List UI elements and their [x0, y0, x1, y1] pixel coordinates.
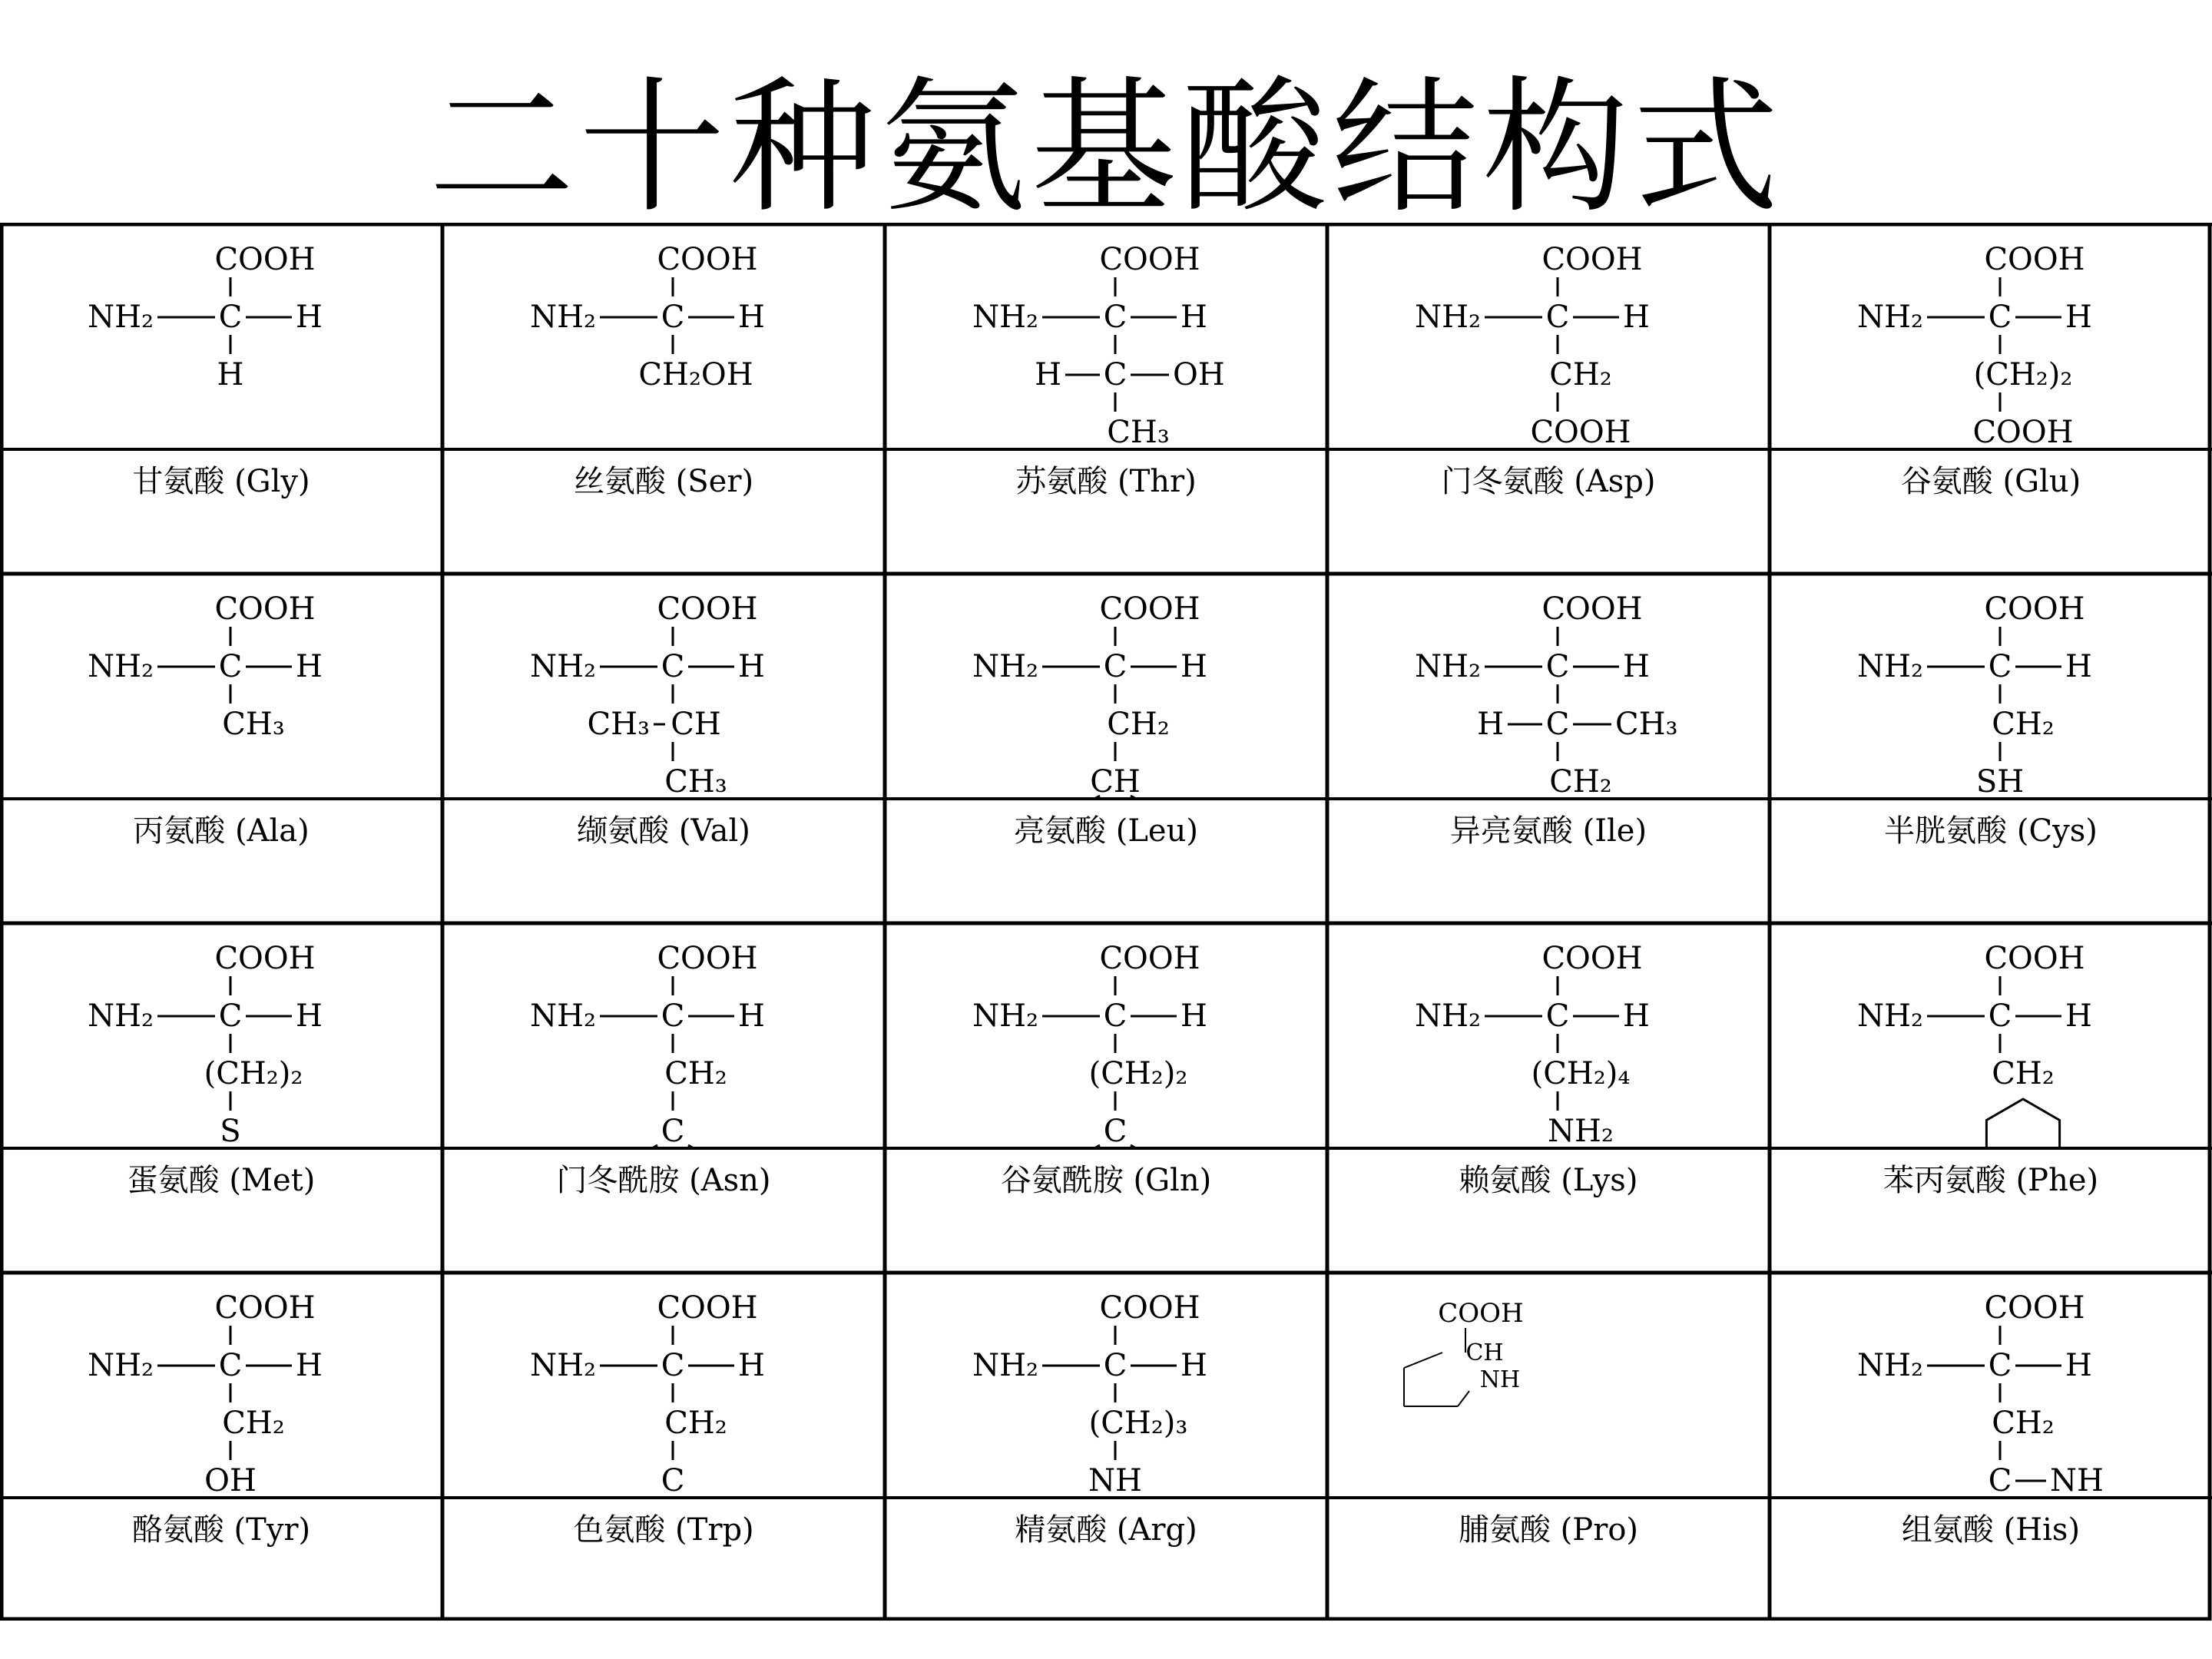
formula-text: C	[1988, 649, 2012, 684]
formula-text: C	[661, 1114, 685, 1147]
amino-acid-name: 赖氨酸 (Lys)	[1459, 1163, 1638, 1198]
structural-formula	[0, 926, 442, 1147]
formula-text: C	[1545, 707, 1570, 742]
formula-text: C	[1103, 1114, 1128, 1147]
amino-acid-name: 谷氨酸 (Glu)	[1900, 464, 2081, 499]
formula-text: H	[1623, 998, 1650, 1034]
amino-acid-name: 蛋氨酸 (Met)	[127, 1163, 316, 1198]
amino-acid-name: 色氨酸 (Trp)	[573, 1512, 754, 1548]
formula-text: CH₂	[1107, 707, 1170, 742]
formula-text: C	[218, 998, 243, 1034]
formula-text: COOH	[1438, 1298, 1524, 1329]
formula-text: C	[661, 998, 685, 1034]
formula-text: NH₂	[1857, 998, 1923, 1034]
structural-formula	[0, 577, 442, 797]
formula-text: NH	[1479, 1366, 1521, 1393]
formula-text: NH₂	[972, 649, 1038, 684]
formula-text: NH₂	[88, 998, 154, 1034]
formula-text: NH₂	[88, 300, 154, 335]
formula-text: CH₂	[222, 1406, 285, 1441]
structural-formula	[1327, 227, 1770, 448]
formula-text: H	[1623, 300, 1650, 335]
formula-text: COOH	[1984, 242, 2085, 277]
formula-text: CH₂OH	[638, 357, 753, 392]
formula-text: C	[1103, 357, 1128, 392]
structural-formula	[885, 1276, 1327, 1496]
formula-text: NH₂	[530, 1348, 596, 1383]
formula-text: COOH	[1099, 1290, 1200, 1326]
formula-text: CH₂	[1549, 357, 1612, 392]
formula-text: C	[1988, 1348, 2012, 1383]
formula-text: CH	[1090, 764, 1141, 797]
formula-text: H	[2065, 300, 2092, 335]
formula-text: COOH	[657, 941, 758, 976]
formula-text: OH	[204, 1463, 257, 1496]
formula-text: (CH₂)₂	[1088, 1056, 1188, 1091]
structural-formula	[442, 577, 885, 797]
bond-line	[1046, 1145, 1100, 1147]
formula-text: COOH	[1541, 941, 1643, 976]
formula-text: NH₂	[972, 300, 1038, 335]
formula-text: CH₃	[1107, 415, 1170, 448]
bond-line	[1131, 1145, 1184, 1147]
formula-text: H	[296, 1348, 323, 1383]
formula-text: C	[661, 1463, 685, 1496]
formula-text: OH	[1173, 357, 1225, 392]
formula-text: H	[2065, 1348, 2092, 1383]
formula-text: H	[1181, 1348, 1207, 1383]
formula-text: CH₂	[1992, 1056, 2055, 1091]
structural-formula	[1770, 577, 2212, 797]
formula-text: COOH	[657, 591, 758, 627]
formula-text: H	[1181, 300, 1207, 335]
formula-text: COOH	[1530, 415, 1631, 448]
amino-acid-table	[0, 223, 2212, 1621]
amino-acid-name: 门冬酰胺 (Asn)	[556, 1163, 771, 1198]
structural-formula	[1327, 1276, 1770, 1496]
formula-text: NH₂	[1548, 1114, 1614, 1147]
formula-text: NH₂	[1857, 1348, 1923, 1383]
formula-text: COOH	[214, 242, 316, 277]
formula-text: H	[2065, 649, 2092, 684]
formula-text: COOH	[1099, 941, 1200, 976]
formula-text: CH₃	[1615, 707, 1678, 742]
amino-acid-name: 亮氨酸 (Leu)	[1014, 813, 1198, 849]
formula-text: COOH	[214, 1290, 316, 1326]
formula-text: (CH₂)₄	[1531, 1056, 1631, 1091]
formula-text: NH₂	[1857, 300, 1923, 335]
formula-text: COOH	[1984, 941, 2085, 976]
formula-text: CH₃	[222, 707, 285, 742]
formula-text: C	[1545, 649, 1570, 684]
amino-acid-name: 异亮氨酸 (Ile)	[1449, 813, 1647, 849]
formula-text: C	[1545, 300, 1570, 335]
formula-text: H	[738, 649, 765, 684]
bond-line	[688, 1145, 742, 1147]
formula-text: NH₂	[1415, 998, 1481, 1034]
formula-text: (CH₂)₂	[1973, 357, 2073, 392]
formula-text: C	[218, 1348, 243, 1383]
formula-text: CH	[1465, 1339, 1504, 1366]
structural-formula	[0, 227, 442, 448]
formula-text: SH	[1975, 764, 2025, 797]
formula-text: C	[661, 300, 685, 335]
formula-text: NH₂	[88, 1348, 154, 1383]
formula-text: NH	[2050, 1463, 2104, 1496]
formula-text: H	[1477, 707, 1504, 742]
bond-line	[604, 1145, 657, 1147]
formula-text: CH₃	[587, 707, 650, 742]
amino-acid-name: 苯丙氨酸 (Phe)	[1883, 1163, 2099, 1198]
amino-acid-name: 丝氨酸 (Ser)	[573, 464, 754, 499]
formula-text: C	[1103, 1348, 1128, 1383]
formula-text: C	[1988, 998, 2012, 1034]
formula-text: H	[1035, 357, 1061, 392]
amino-acid-name: 酪氨酸 (Tyr)	[131, 1512, 311, 1548]
formula-text: H	[1623, 649, 1650, 684]
structural-formula	[442, 1276, 885, 1496]
formula-text: NH₂	[530, 300, 596, 335]
formula-text: C	[1103, 649, 1128, 684]
amino-acid-name: 门冬氨酸 (Asp)	[1441, 464, 1656, 499]
formula-text: COOH	[1099, 591, 1200, 627]
formula-text: CH₂	[664, 1406, 727, 1441]
formula-text: COOH	[657, 1290, 758, 1326]
formula-text: COOH	[657, 242, 758, 277]
formula-text: NH₂	[88, 649, 154, 684]
structural-formula	[1770, 1276, 2212, 1496]
structural-formula	[1770, 227, 2212, 448]
formula-text: NH₂	[1415, 649, 1481, 684]
formula-text: COOH	[1099, 242, 1200, 277]
formula-text: H	[217, 357, 244, 392]
formula-text: C	[1988, 1463, 2012, 1496]
benzene-ring	[1986, 1099, 2059, 1147]
structural-formula	[885, 926, 1327, 1147]
formula-text: COOH	[214, 591, 316, 627]
formula-text: C	[1988, 300, 2012, 335]
formula-text: CH₂	[1549, 764, 1612, 797]
bond-line	[1404, 1353, 1442, 1368]
formula-text: C	[218, 649, 243, 684]
formula-text: NH₂	[1415, 300, 1481, 335]
formula-text: CH₂	[664, 1056, 727, 1091]
formula-text: H	[738, 998, 765, 1034]
amino-acid-name: 缬氨酸 (Val)	[577, 813, 750, 849]
structural-formula	[0, 1276, 442, 1496]
formula-text: H	[738, 1348, 765, 1383]
amino-acid-name: 半胱氨酸 (Cys)	[1884, 813, 2098, 849]
amino-acid-name: 脯氨酸 (Pro)	[1458, 1512, 1639, 1548]
formula-text: H	[1181, 649, 1207, 684]
formula-text: CH₂	[1992, 707, 2055, 742]
formula-text: CH₂	[1992, 1406, 2055, 1441]
formula-text: C	[1545, 998, 1570, 1034]
structural-formula	[885, 227, 1327, 448]
formula-text: COOH	[214, 941, 316, 976]
formula-text: C	[1103, 300, 1128, 335]
formula-text: S	[220, 1114, 241, 1147]
structural-formula	[442, 227, 885, 448]
structural-formula	[1327, 926, 1770, 1147]
formula-text: (CH₂)₃	[1088, 1406, 1188, 1441]
amino-acid-name: 组氨酸 (His)	[1901, 1512, 2081, 1548]
formula-text: H	[296, 649, 323, 684]
amino-acid-name: 苏氨酸 (Thr)	[1015, 464, 1197, 499]
formula-text: (CH₂)₂	[204, 1056, 303, 1091]
structural-formula	[885, 577, 1327, 797]
formula-text: C	[218, 300, 243, 335]
formula-text: H	[738, 300, 765, 335]
formula-text: COOH	[1972, 415, 2074, 448]
page-title: 二十种氨基酸结构式	[428, 63, 1783, 233]
formula-text: C	[661, 649, 685, 684]
formula-text: CH₃	[664, 764, 727, 797]
formula-text: COOH	[1984, 1290, 2085, 1326]
amino-acid-name: 丙氨酸 (Ala)	[133, 813, 310, 849]
formula-text: NH₂	[1857, 649, 1923, 684]
amino-acid-name: 精氨酸 (Arg)	[1015, 1512, 1197, 1548]
formula-text: H	[1181, 998, 1207, 1034]
formula-text: NH	[1088, 1463, 1142, 1496]
structural-formula	[1770, 926, 2212, 1147]
formula-text: CH	[671, 707, 721, 742]
formula-text: COOH	[1541, 242, 1643, 277]
formula-text: NH₂	[530, 649, 596, 684]
structural-formula	[442, 926, 885, 1147]
amino-acid-name: 谷氨酰胺 (Gln)	[1000, 1163, 1212, 1198]
formula-text: H	[296, 998, 323, 1034]
structural-formula	[1327, 577, 1770, 797]
formula-text: NH₂	[972, 1348, 1038, 1383]
formula-text: COOH	[1541, 591, 1643, 627]
amino-acid-name: 甘氨酸 (Gly)	[132, 464, 310, 499]
formula-text: C	[1103, 998, 1128, 1034]
formula-text: NH₂	[530, 998, 596, 1034]
formula-text: NH₂	[972, 998, 1038, 1034]
formula-text: H	[2065, 998, 2092, 1034]
formula-text: COOH	[1984, 591, 2085, 627]
bond-line	[1458, 1391, 1469, 1406]
formula-text: C	[661, 1348, 685, 1383]
formula-text: H	[296, 300, 323, 335]
